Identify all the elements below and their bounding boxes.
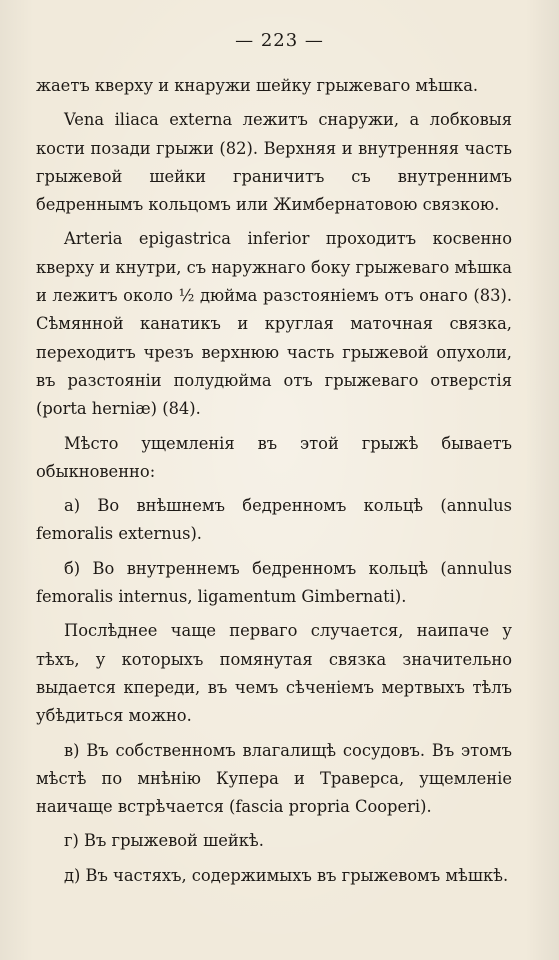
list-item-v: в) Въ собственномъ влагалищѣ сосудовъ. Въ этомъ мѣстѣ по мнѣнію Купера и Траверса, ущемленіе наичаще встрѣчается (fascia propria Cooperi).	[36, 740, 512, 817]
paragraph-strangulation-site: Мѣсто ущемленія въ этой грыжѣ бываетъ обыкновенно:	[36, 433, 512, 481]
paragraph-vena-iliaca: Vena iliaca externa лежитъ снаружи, а лобковыя кости позади грыжи (82). Верхняя и внутренняя часть грыжевой шейки граничитъ съ внутреннимъ бедреннымъ кольцомъ или Жимбернатовою связкою.	[36, 110, 512, 215]
list-item-b: б) Во внутреннемъ бедренномъ кольцѣ (annulus femoralis internus, ligamentum Gimbernati).	[36, 558, 512, 607]
paragraph-continuation: жаетъ кверху и кнаружи шейку грыжеваго мѣшка.	[36, 76, 479, 95]
body-text	[36, 72, 512, 896]
list-item-g: г) Въ грыжевой шейкѣ.	[64, 831, 264, 851]
list-item-d: д) Въ частяхъ, содержимыхъ въ грыжевомъ мѣшкѣ.	[64, 865, 509, 885]
page-number: — 223 —	[235, 30, 324, 51]
paragraph-note: Послѣднее чаще перваго случается, наипаче у тѣхъ, у которыхъ помянутая связка значительно выдается кпереди, въ чемъ сѣченіемъ мертвыхъ тѣлъ убѣдиться можно.	[36, 621, 512, 726]
paragraph-arteria-epigastrica: Arteria epigastrica inferior проходитъ косвенно кверху и кнутри, съ наружнаго боку грыжеваго мѣшка и лежитъ около ½ дюйма разстояніемъ отъ онаго (83). Сѣмянной канатикъ и круглая маточная связка, переходитъ чрезъ верхнюю часть грыжевой опухоли, въ разстояніи полудюйма отъ грыжеваго отверстія (porta herniæ) (84).	[36, 229, 512, 419]
list-item-a: а) Во внѣшнемъ бедренномъ кольцѣ (annulus femoralis externus).	[36, 496, 512, 544]
